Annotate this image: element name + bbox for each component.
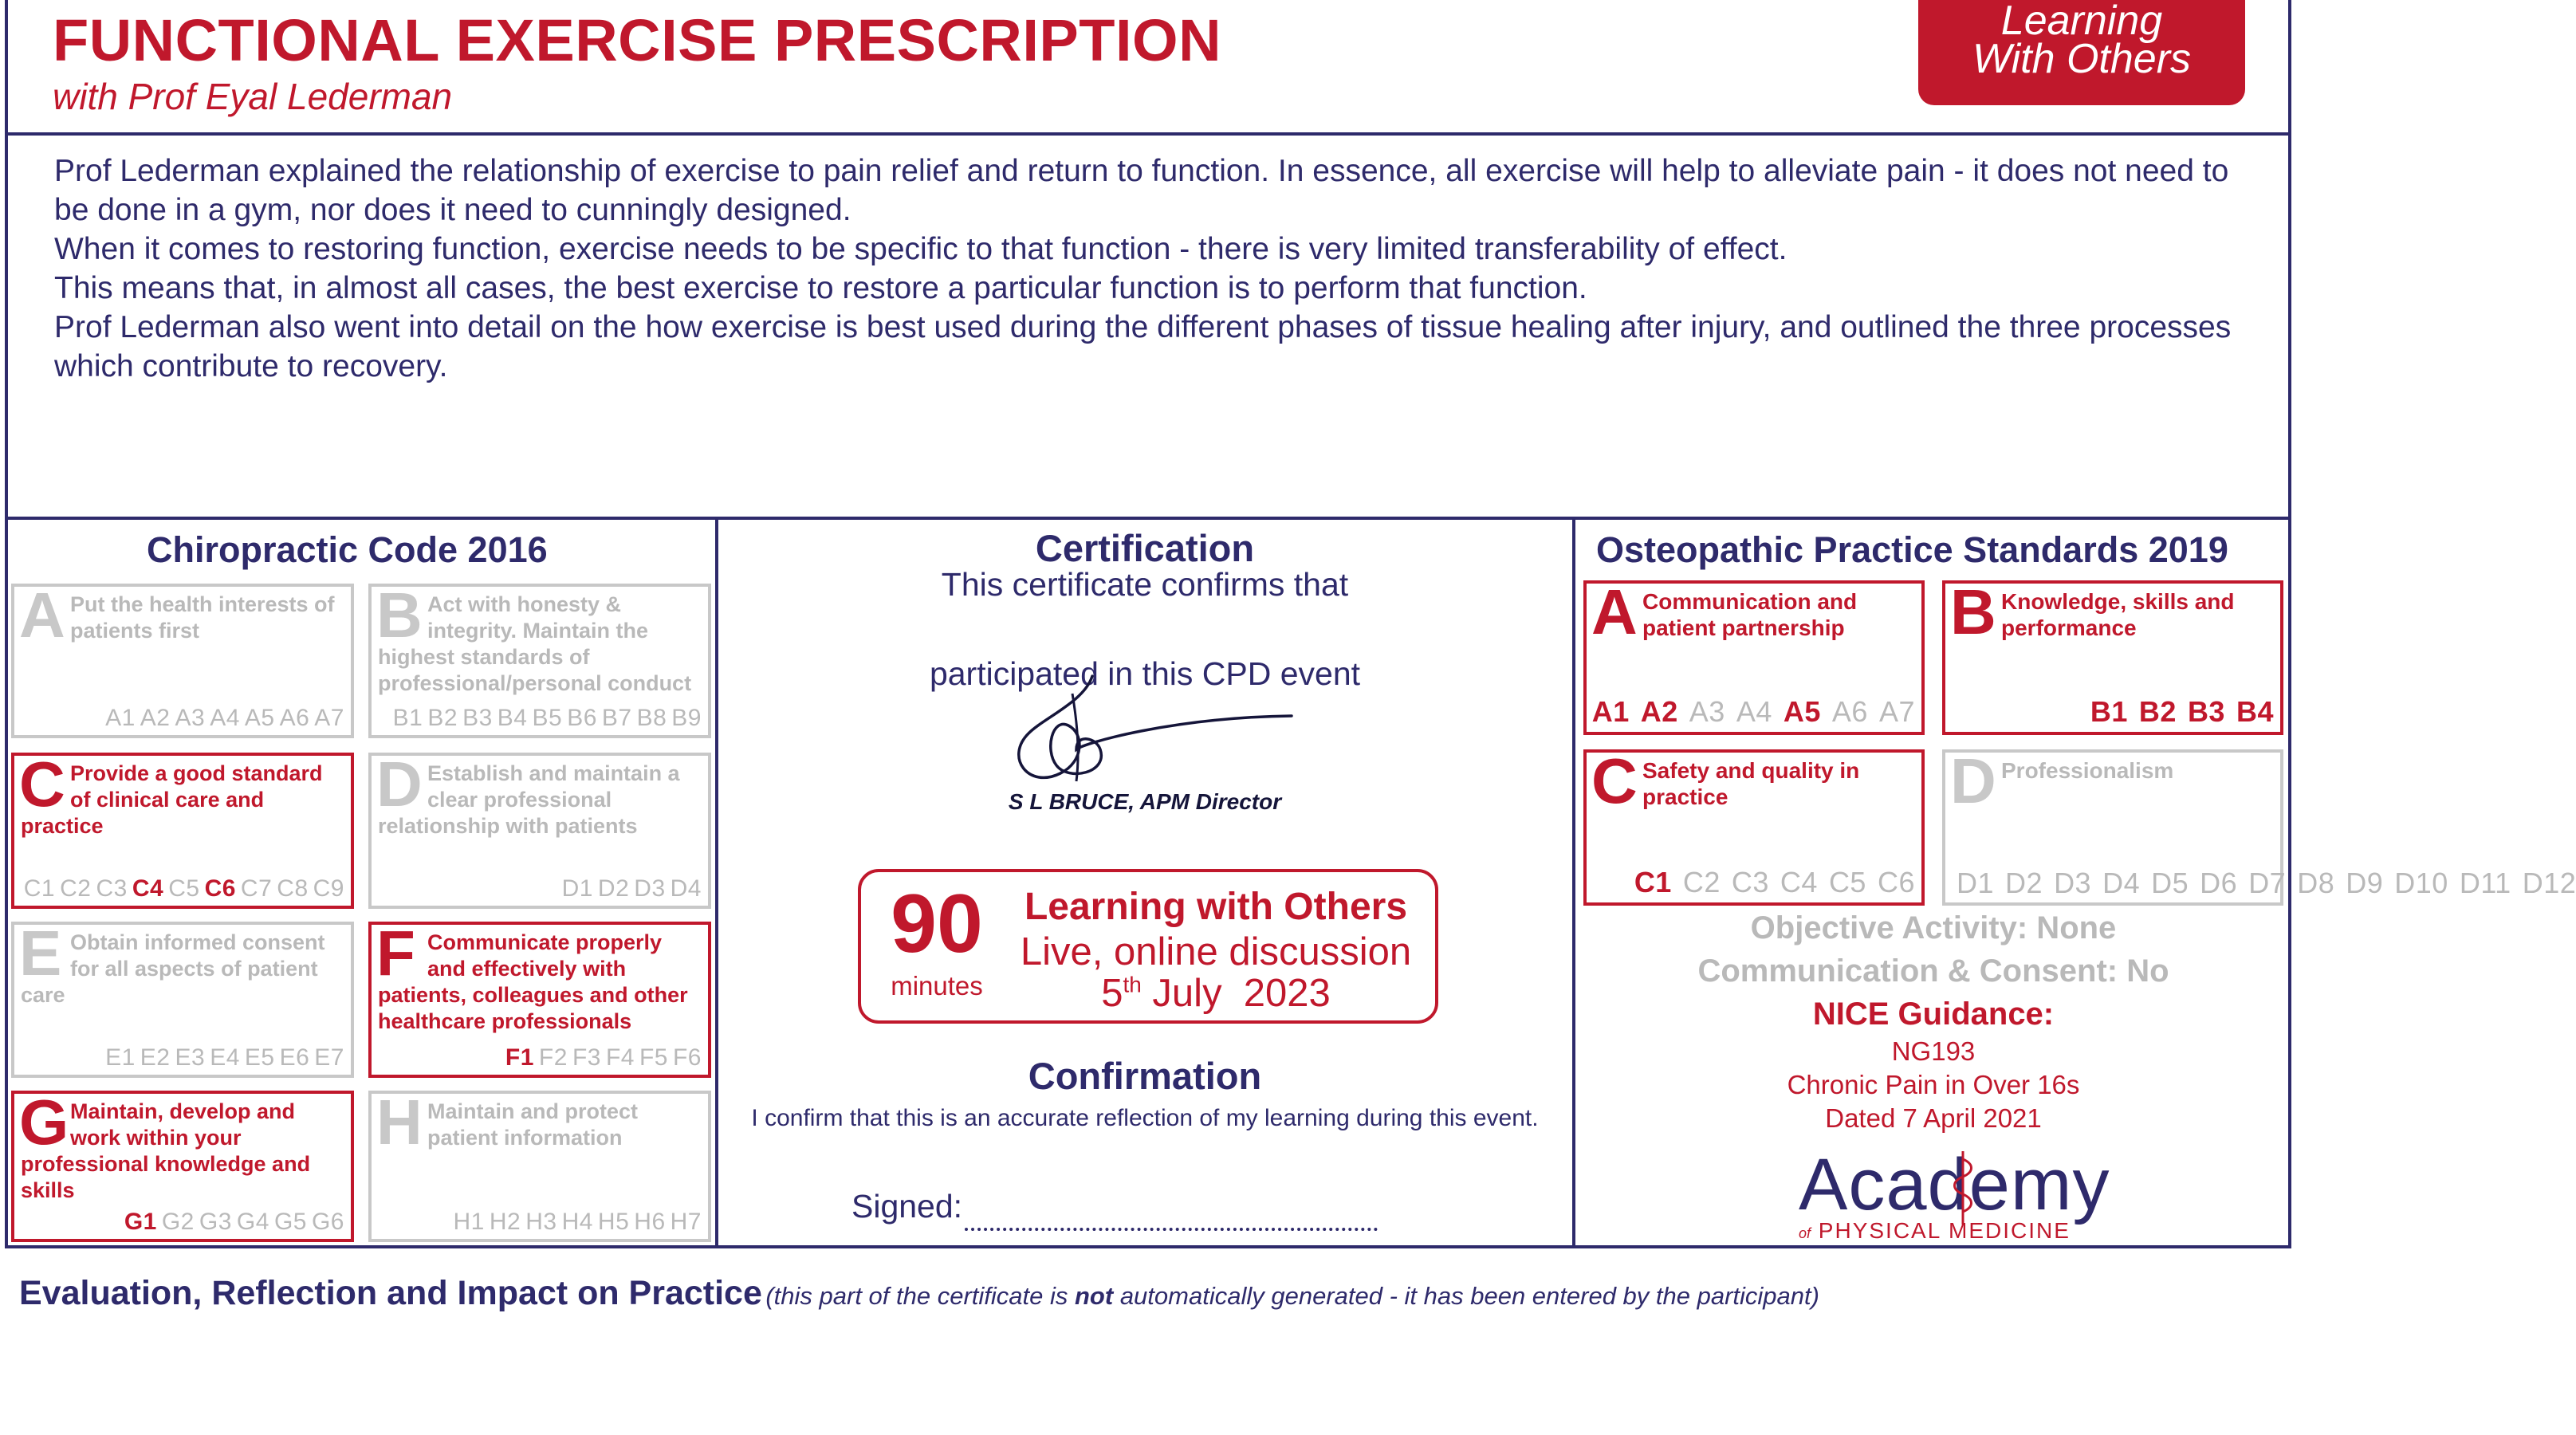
chiro-code-d2: D2 [597, 875, 630, 902]
chiro-code-b5: B5 [532, 705, 563, 731]
osteo-box-c [1583, 745, 1925, 906]
osteo-code-d2: D2 [2005, 867, 2043, 899]
chiro-box-f [368, 918, 711, 1078]
intro-paragraph-1: Prof Lederman explained the relationship of exercise to pain relief and return to function. In essence, all exercise will help to alleviate pain - it does not need to be done in a gym, nor does it need to cunningly designed. [54, 154, 2229, 227]
osteo-code-d8: D8 [2297, 867, 2335, 899]
chiro-code-c7: C7 [240, 875, 273, 902]
chiro-code-d3: D3 [634, 875, 666, 902]
nice-guidance-title: Chronic Pain in Over 16s [1787, 1070, 2080, 1099]
chiro-box-letter: E [19, 918, 62, 989]
osteo-box-description [1593, 757, 1917, 810]
certification-line-1: This certificate confirms that [941, 566, 1349, 603]
objective-activity: Objective Activity: None [1750, 910, 2117, 946]
chiro-box-letter: B [376, 580, 423, 651]
osteo-code-a2: A2 [1640, 695, 1678, 728]
chiro-code-a2: A2 [140, 705, 171, 731]
osteo-box-letter: B [1950, 576, 1996, 647]
chiro-box-letter: D [376, 749, 423, 820]
signature-line[interactable] [965, 1228, 1378, 1231]
chiro-box-codes [100, 705, 344, 732]
academy-logo-tagline-prefix: of [1799, 1225, 1811, 1241]
chiro-code-f2: F2 [538, 1044, 568, 1071]
page-title: FUNCTIONAL EXERCISE PRESCRIPTION [53, 7, 1222, 73]
chiro-box-description [378, 592, 703, 697]
chiro-code-g3: G3 [199, 1209, 232, 1235]
chiro-code-b7: B7 [601, 705, 632, 731]
chiro-code-f1: F1 [505, 1044, 534, 1071]
header-divider [5, 132, 2291, 136]
cpd-minutes-unit: minutes [891, 971, 983, 1001]
chiro-box-letter: A [19, 580, 65, 651]
chiro-code-g4: G4 [236, 1209, 269, 1235]
osteopathic-heading: Osteopathic Practice Standards 2019 [1596, 529, 2228, 570]
osteo-code-d3: D3 [2054, 867, 2092, 899]
chiro-code-c3: C3 [96, 875, 128, 902]
chiro-code-b8: B8 [636, 705, 667, 731]
evaluation-note-before: (this part of the certificate is [765, 1282, 1075, 1310]
chiro-box-description [378, 930, 703, 1035]
osteo-code-a5: A5 [1783, 695, 1821, 728]
cpd-event-box [858, 869, 1438, 1024]
osteo-box-description [1952, 588, 2275, 641]
chiro-box-description-text: Maintain and protect patient information [427, 1099, 639, 1150]
director-signature [997, 670, 1308, 797]
chiro-box-codes [100, 1044, 344, 1071]
osteo-code-d4: D4 [2102, 867, 2141, 899]
osteo-code-b3: B3 [2187, 695, 2225, 728]
chiro-code-a3: A3 [175, 705, 206, 731]
evaluation-note-after: automatically generated - it has been entered by the participant) [1113, 1282, 1819, 1310]
osteo-code-d5: D5 [2151, 867, 2189, 899]
osteo-box-description-text: Professionalism [2001, 758, 2174, 783]
chiro-code-h7: H7 [670, 1209, 702, 1235]
osteo-box-b [1942, 576, 2283, 735]
chiro-code-e3: E3 [175, 1044, 206, 1071]
nice-guidance-heading: NICE Guidance: [1812, 997, 2055, 1032]
intro-paragraph-4: Prof Lederman also went into detail on the how exercise is best used during the different phases of tissue healing after injury, and outlined the three processes which contribute to recovery. [54, 310, 2232, 383]
badge-line-2: With Others [1972, 36, 2192, 82]
osteo-code-c6: C6 [1877, 866, 1915, 898]
osteo-code-a7: A7 [1878, 695, 1915, 728]
chiro-code-g1: G1 [124, 1209, 157, 1235]
chiro-box-codes [557, 875, 702, 902]
chiro-box-codes [448, 1209, 702, 1236]
osteo-box-description-text: Safety and quality in practice [1642, 758, 1860, 809]
osteo-box-codes [1945, 867, 2576, 899]
chiropractic-heading: Chiropractic Code 2016 [147, 529, 548, 570]
certification-heading: Certification [1035, 527, 1255, 569]
section-divider [5, 517, 2291, 520]
chiro-box-description [21, 592, 346, 644]
chiro-code-b3: B3 [462, 705, 493, 731]
osteo-code-c1: C1 [1634, 866, 1672, 898]
chiro-box-c [11, 749, 354, 909]
osteo-box-letter: D [1950, 745, 1996, 816]
chiro-box-description [378, 1099, 703, 1151]
chiro-code-h5: H5 [597, 1209, 630, 1235]
chiro-box-description [21, 930, 346, 1008]
chiro-code-f3: F3 [572, 1044, 601, 1071]
chiro-box-letter: F [376, 918, 415, 989]
page-subtitle: with Prof Eyal Lederman [53, 76, 453, 117]
osteo-code-d10: D10 [2394, 867, 2448, 899]
chiro-code-d1: D1 [561, 875, 593, 902]
cpd-date-month-year: July 2023 [1141, 972, 1331, 1015]
osteo-code-d11: D11 [2459, 867, 2511, 899]
osteo-box-letter: C [1591, 745, 1638, 816]
osteo-code-a4: A4 [1736, 695, 1772, 728]
chiro-code-h4: H4 [561, 1209, 593, 1235]
chiro-box-description [378, 761, 703, 839]
chiro-code-b9: B9 [671, 705, 702, 731]
chiro-box-description-text: Maintain, develop and work within your professional knowledge and skills [21, 1099, 311, 1202]
chiro-code-e4: E4 [210, 1044, 240, 1071]
osteo-code-a1: A1 [1591, 695, 1630, 728]
learning-with-others-badge [1918, 0, 2245, 105]
cpd-event-title: Learning with Others [1024, 886, 1408, 928]
chiro-box-b [368, 580, 711, 738]
osteo-box-description [1593, 588, 1917, 641]
chiro-code-a1: A1 [105, 705, 136, 731]
nice-guidance-code: NG193 [1891, 1036, 1976, 1066]
chiro-code-h6: H6 [634, 1209, 666, 1235]
chiro-code-a4: A4 [210, 705, 240, 731]
chiro-code-g6: G6 [311, 1209, 344, 1235]
cpd-event-format: Live, online discussion [1020, 930, 1412, 973]
chiro-code-f5: F5 [639, 1044, 668, 1071]
chiro-code-d4: D4 [670, 875, 702, 902]
certification-line-2: participated in this CPD event [929, 655, 1361, 692]
osteo-code-b1: B1 [2090, 695, 2128, 728]
cpd-minutes-value: 90 [891, 878, 983, 970]
chiro-code-c8: C8 [277, 875, 309, 902]
chiro-code-f4: F4 [605, 1044, 635, 1071]
chiro-code-h2: H2 [489, 1209, 521, 1235]
signed-label: Signed: [851, 1188, 963, 1225]
chiro-box-description-text: Provide a good standard of clinical care and practice [21, 761, 323, 838]
chiro-box-description [21, 1099, 346, 1204]
chiro-code-a7: A7 [314, 705, 344, 731]
osteo-code-d12: D12 [2522, 867, 2576, 899]
signatory-name: S L BRUCE, APM Director [1008, 789, 1282, 814]
osteo-code-d1: D1 [1957, 867, 1995, 899]
intro-paragraph-3: This means that, in almost all cases, the best exercise to restore a particular function is to perform that function. [54, 271, 1587, 305]
chiro-code-c6: C6 [204, 875, 236, 902]
chiro-code-c4: C4 [132, 875, 164, 902]
chiro-code-c5: C5 [168, 875, 200, 902]
chiro-code-e2: E2 [140, 1044, 171, 1071]
chiro-code-b1: B1 [392, 705, 423, 731]
osteo-code-c5: C5 [1828, 866, 1866, 898]
chiro-code-e1: E1 [105, 1044, 136, 1071]
osteo-box-description [1952, 757, 2275, 810]
evaluation-heading-row [19, 1274, 1819, 1313]
osteo-code-c2: C2 [1682, 866, 1721, 898]
osteo-code-b4: B4 [2236, 695, 2274, 728]
osteo-code-a3: A3 [1689, 695, 1725, 728]
chiro-box-description [21, 761, 346, 839]
academy-logo-wordmark: Academy [1799, 1144, 2110, 1225]
communication-consent: Communication & Consent: No [1697, 953, 2169, 989]
osteo-box-letter: A [1591, 576, 1638, 647]
osteo-box-codes [1623, 866, 1915, 899]
chiro-box-d [368, 749, 711, 909]
chiro-code-c9: C9 [313, 875, 344, 902]
chiro-code-b2: B2 [427, 705, 458, 731]
intro-paragraph-2: When it comes to restoring function, exercise needs to be specific to that function - there is very limited transferability of effect. [54, 232, 1787, 266]
evaluation-heading: Evaluation, Reflection and Impact on Practice [19, 1274, 762, 1312]
caduceus-icon [1947, 1148, 1979, 1228]
academy-logo-tagline-text: PHYSICAL MEDICINE [1818, 1218, 2071, 1243]
osteo-code-d6: D6 [2200, 867, 2238, 899]
osteo-box-codes [1581, 695, 1915, 729]
chiro-code-a5: A5 [244, 705, 275, 731]
chiro-box-e [11, 918, 354, 1078]
chiro-code-f6: F6 [672, 1044, 702, 1071]
column-divider-left [715, 517, 718, 1248]
osteo-box-description-text: Communication and patient partnership [1642, 589, 1858, 640]
chiro-code-b4: B4 [497, 705, 528, 731]
chiro-code-c2: C2 [60, 875, 92, 902]
academy-logo-tagline [1799, 1218, 2071, 1244]
osteo-code-a6: A6 [1831, 695, 1868, 728]
chiro-code-b6: B6 [567, 705, 597, 731]
chiro-code-e7: E7 [314, 1044, 344, 1071]
chiro-code-g5: G5 [273, 1209, 307, 1235]
chiro-box-codes [388, 705, 702, 732]
chiro-code-h1: H1 [453, 1209, 485, 1235]
chiro-code-a6: A6 [279, 705, 310, 731]
chiro-code-h3: H3 [525, 1209, 557, 1235]
osteo-box-d [1942, 745, 2576, 906]
chiro-code-c1: C1 [23, 875, 56, 902]
chiro-box-description-text: Put the health interests of patients first [70, 592, 335, 643]
osteo-box-description-text: Knowledge, skills and performance [2001, 589, 2235, 640]
chiro-code-e5: E5 [244, 1044, 275, 1071]
chiro-box-g [11, 1087, 354, 1242]
confirmation-heading: Confirmation [1028, 1055, 1262, 1097]
academy-logo [1794, 1144, 2129, 1244]
chiro-box-description-text: Establish and maintain a clear professional relationship with patients [378, 761, 680, 838]
chiro-code-e6: E6 [279, 1044, 310, 1071]
chiro-code-g2: G2 [161, 1209, 195, 1235]
chiro-box-letter: G [19, 1087, 69, 1158]
chiro-box-h [368, 1087, 711, 1242]
chiro-box-description-text: Obtain informed consent for all aspects of patient care [21, 930, 325, 1007]
chiro-box-codes [120, 1209, 344, 1236]
confirmation-text: I confirm that this is an accurate reflection of my learning during this event. [751, 1105, 1539, 1131]
cpd-date-day: 5 [1101, 972, 1123, 1015]
evaluation-note-bold: not [1075, 1282, 1114, 1310]
nice-guidance-date: Dated 7 April 2021 [1825, 1103, 2042, 1133]
badge-line-1: Learning [2000, 0, 2163, 44]
cpd-date-suffix: th [1123, 972, 1142, 997]
intro-text [54, 151, 2255, 386]
osteo-code-c4: C4 [1780, 866, 1818, 898]
osteo-code-d7: D7 [2248, 867, 2287, 899]
chiro-box-description-text: Act with honesty & integrity. Maintain the highest standards of professional/personal conduct [378, 592, 692, 695]
cpd-event-date [1005, 971, 1427, 1016]
chiro-box-letter: C [19, 749, 65, 820]
osteo-box-a [1583, 576, 1925, 735]
chiro-box-letter: H [376, 1087, 423, 1158]
osteo-code-c3: C3 [1731, 866, 1769, 898]
chiro-box-codes [501, 1044, 702, 1071]
osteo-code-d9: D9 [2346, 867, 2384, 899]
evaluation-note [765, 1282, 1819, 1310]
column-divider-right [1572, 517, 1575, 1248]
chiro-box-codes [19, 875, 344, 902]
chiro-box-a [11, 580, 354, 738]
chiro-box-description-text: Communicate properly and effectively with patients, colleagues and other healthcare professionals [378, 930, 688, 1033]
osteo-code-b2: B2 [2138, 695, 2177, 728]
osteo-box-codes [2079, 695, 2274, 729]
